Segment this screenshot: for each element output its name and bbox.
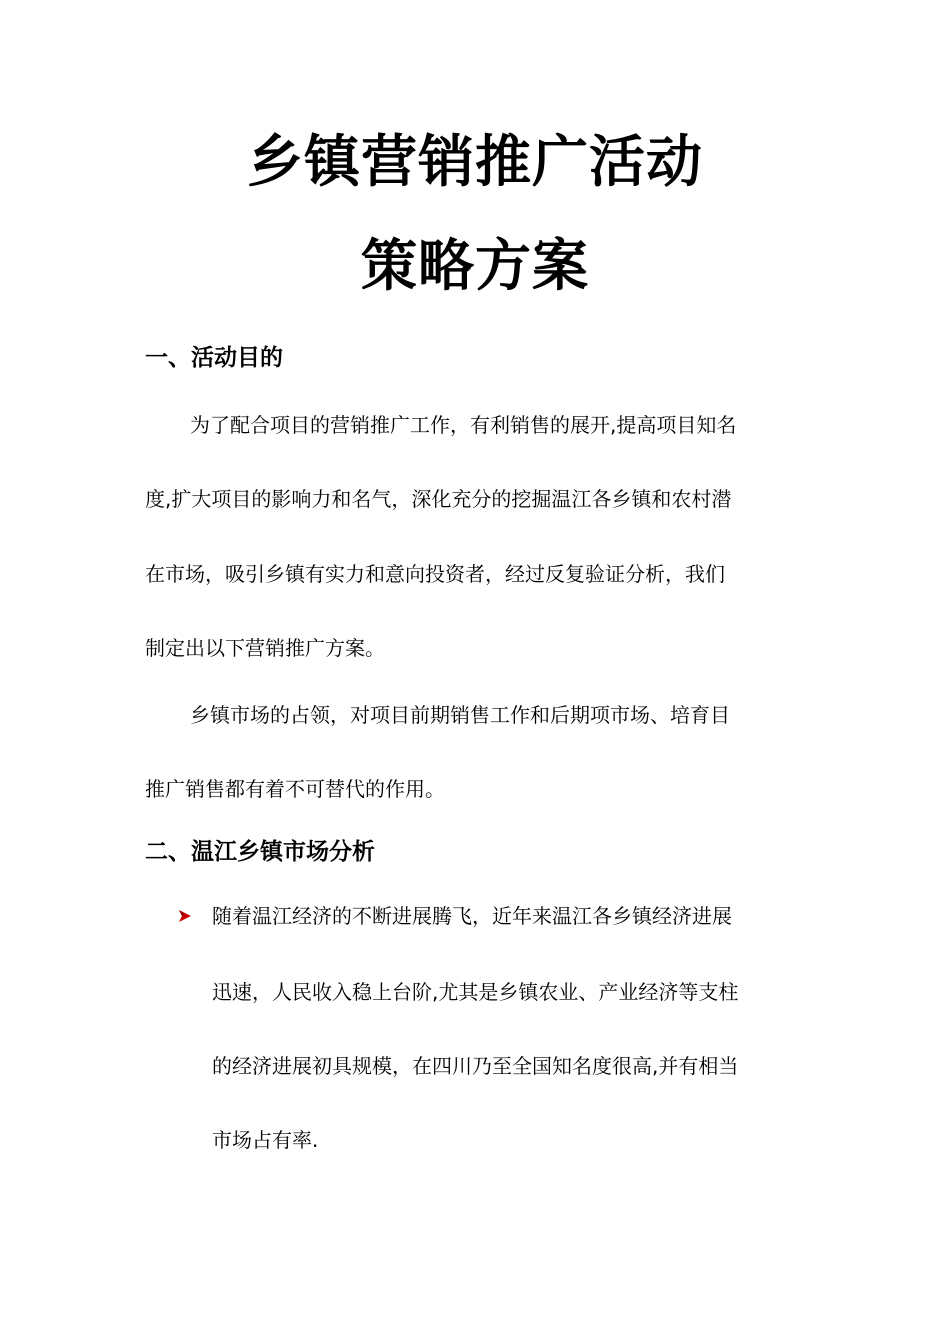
document-title-line-2: 策略方案 bbox=[361, 233, 589, 299]
paragraph-line: 为了配合项目的营销推广工作，有利销售的展开,提高项目知名 bbox=[190, 413, 737, 437]
section-heading-market-analysis: 二、温江乡镇市场分析 bbox=[145, 839, 375, 865]
paragraph-line: 乡镇市场的占领，对项目前期销售工作和后期项市场、培育目 bbox=[190, 703, 730, 727]
bullet-line: 市场占有率. bbox=[212, 1128, 319, 1152]
bullet-line: 的经济进展初具规模，在四川乃至全国知名度很高,并有相当 bbox=[212, 1054, 739, 1078]
bullet-line: 随着温江经济的不断进展腾飞，近年来温江各乡镇经济进展 bbox=[212, 904, 732, 928]
paragraph-line: 推广销售都有着不可替代的作用。 bbox=[145, 777, 445, 801]
paragraph-line: 制定出以下营销推广方案。 bbox=[145, 636, 385, 660]
document-title-line-1: 乡镇营销推广活动 bbox=[247, 129, 703, 195]
section-heading-purpose: 一、活动目的 bbox=[145, 345, 283, 371]
bullet-line: 迅速，人民收入稳上台阶,尤其是乡镇农业、产业经济等支柱 bbox=[212, 980, 739, 1004]
arrow-bullet-icon bbox=[178, 909, 192, 923]
paragraph-line: 在市场，吸引乡镇有实力和意向投资者，经过反复验证分析，我们 bbox=[145, 562, 725, 586]
paragraph-line: 度,扩大项目的影响力和名气，深化充分的挖掘温江各乡镇和农村潜 bbox=[145, 487, 732, 511]
